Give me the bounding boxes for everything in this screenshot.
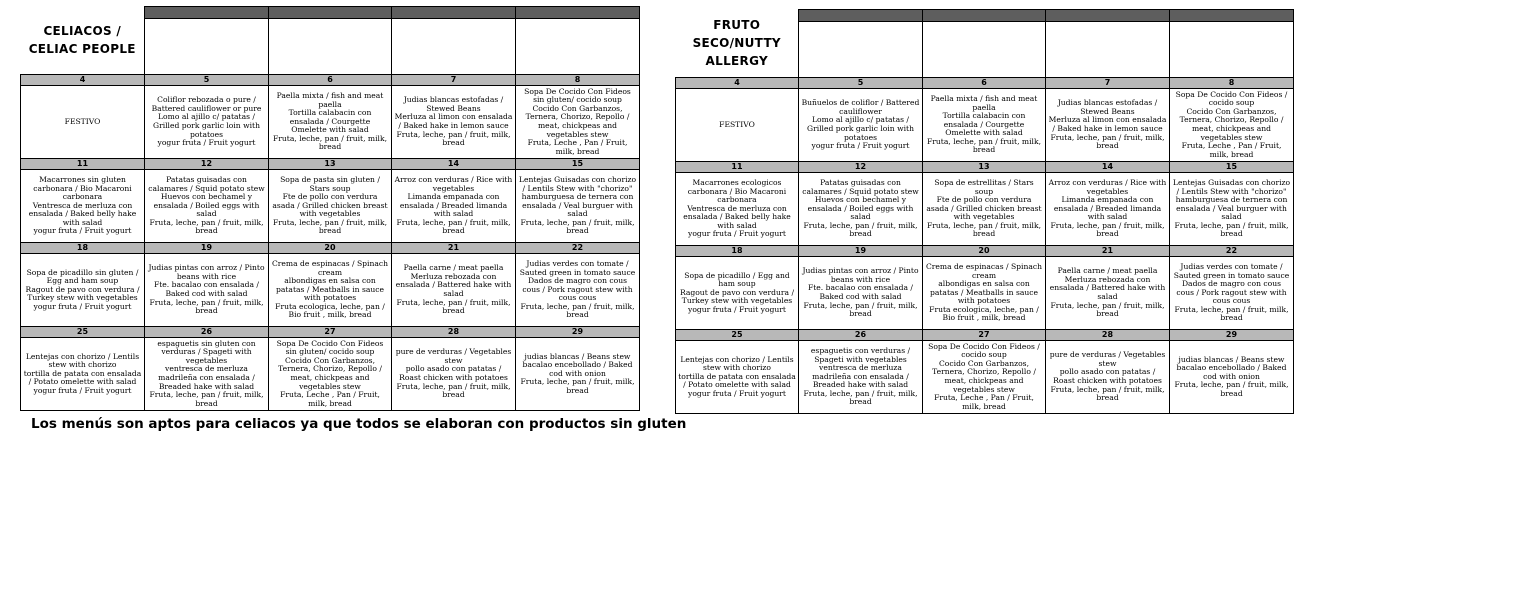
day-number: 6 <box>923 78 1046 89</box>
day-number: 27 <box>269 327 392 338</box>
meal-row <box>21 86 640 159</box>
day-number-row <box>21 327 640 338</box>
meal-row <box>676 173 1294 246</box>
celiac-menu-title: CELIACOS / CELIAC PEOPLE <box>28 24 136 57</box>
meal-cell: Macarrones ecologicos carbonara / Bio Macaroni carbonara Ventresca de merluza con ensalada / Baked belly hake with salad yogur fruta / Fruit yogurt <box>676 173 799 246</box>
day-number: 22 <box>516 243 640 254</box>
blank-cell <box>923 22 1046 78</box>
meal-cell: Lentejas con chorizo / Lentils stew with chorizo tortilla de patata con ensalada / Potato omelette with salad yogur fruta / Fruit yogurt <box>21 338 145 411</box>
meal-cell: Judias verdes con tomate / Sauted green in tomato sauce Dados de magro con cous cous / Pork ragout stew with cous cous Fruta, leche, pan / fruit, milk, bread <box>1170 257 1294 330</box>
day-number-row <box>676 246 1294 257</box>
day-number: 29 <box>1170 330 1294 341</box>
meal-cell: Sopa De Cocido Con Fideos / cocido soup Cocido Con Garbanzos, Ternera, Chorizo, Repollo / meat, chickpeas and vegetables stew Fruta, Leche , Pan / Fruit, milk, bread <box>1170 89 1294 162</box>
day-number: 4 <box>676 78 799 89</box>
meal-cell: Paella mixta / fish and meat paella Tortilla calabacin con ensalada / Courgette Omelette with salad Fruta, leche, pan / fruit, milk, bread <box>923 89 1046 162</box>
meal-cell: Arroz con verduras / Rice with vegetables Limanda empanada con ensalada / Breaded limanda with salad Fruta, leche, pan / fruit, milk, bread <box>392 170 516 243</box>
blank-cell <box>145 19 269 75</box>
gluten-free-footnote: Los menús son aptos para celiacos ya que todos se elaboran con productos sin gluten <box>31 416 687 432</box>
day-number: 27 <box>923 330 1046 341</box>
blank-cell <box>269 19 392 75</box>
meal-cell: Macarrones sin gluten carbonara / Bio Macaroni carbonara Ventresca de merluza con ensalada / Baked belly hake with salad yogur fruta / Fruit yogurt <box>21 170 145 243</box>
day-number: 5 <box>145 75 269 86</box>
meal-cell: Paella carne / meat paella Merluza rebozada con ensalada / Battered hake with salad Fruta, leche, pan / fruit, milk, bread <box>392 254 516 327</box>
day-number: 19 <box>145 243 269 254</box>
meal-cell: espaguetis sin gluten con verduras / Spageti with vegetables ventresca de merluza madrileña con ensalada / Breaded hake with salad Fruta, leche, pan / fruit, milk, bread <box>145 338 269 411</box>
meal-cell: judias blancas / Beans stew bacalao encebollado / Baked cod with onion Fruta, leche, pan / fruit, milk, bread <box>516 338 640 411</box>
day-number-row <box>676 162 1294 173</box>
header-bar <box>1170 10 1294 22</box>
blank-cell <box>1046 22 1170 78</box>
day-number: 13 <box>923 162 1046 173</box>
day-number: 14 <box>1046 162 1170 173</box>
meal-row <box>21 338 640 411</box>
blank-cell <box>392 19 516 75</box>
day-number: 21 <box>1046 246 1170 257</box>
meal-cell: Sopa de picadillo sin gluten / Egg and ham soup Ragout de pavo con verdura / Turkey stew with vegetables yogur fruta / Fruit yogurt <box>21 254 145 327</box>
meal-cell: judias blancas / Beans stew bacalao encebollado / Baked cod with onion Fruta, leche, pan / fruit, milk, bread <box>1170 341 1294 414</box>
day-number: 21 <box>392 243 516 254</box>
meal-cell: Buñuelos de coliflor / Battered cauliflower Lomo al ajillo c/ patatas / Grilled pork garlic loin with potatoes yogur fruta / Fruit yogurt <box>799 89 923 162</box>
day-number-row <box>21 75 640 86</box>
meal-cell: Crema de espinacas / Spinach cream albondigas en salsa con patatas / Meatballs in sauce with potatoes Fruta ecologica, leche, pan / Bio fruit , milk, bread <box>269 254 392 327</box>
day-number: 8 <box>1170 78 1294 89</box>
blank-cell <box>1170 22 1294 78</box>
meal-cell: Sopa De Cocido Con Fideos / cocido soup Cocido Con Garbanzos, Ternera, Chorizo, Repollo / meat, chickpeas and vegetables stew Fruta, Leche , Pan / Fruit, milk, bread <box>923 341 1046 414</box>
day-number: 28 <box>1046 330 1170 341</box>
meal-cell: Lentejas con chorizo / Lentils stew with chorizo tortilla de patata con ensalada / Potato omelette with salad yogur fruta / Fruit yogurt <box>676 341 799 414</box>
meal-cell: Crema de espinacas / Spinach cream albondigas en salsa con patatas / Meatballs in sauce with potatoes Fruta ecologica, leche, pan / Bio fruit , milk, bread <box>923 257 1046 330</box>
day-number: 25 <box>21 327 145 338</box>
meal-cell: pure de verduras / Vegetables stew pollo asado con patatas / Roast chicken with potatoes Fruta, leche, pan / fruit, milk, bread <box>392 338 516 411</box>
meal-cell: Patatas guisadas con calamares / Squid potato stew Huevos con bechamel y ensalada / Boiled eggs with salad Fruta, leche, pan / fruit, milk, bread <box>799 173 923 246</box>
day-number: 6 <box>269 75 392 86</box>
header-bar <box>799 10 923 22</box>
day-number: 26 <box>145 327 269 338</box>
header-bar <box>392 7 516 19</box>
nut-allergy-menu-title: FRUTO SECO/NUTTY ALLERGY <box>692 18 781 69</box>
meal-cell: Judias blancas estofadas / Stewed Beans Merluza al limon con ensalada / Baked hake in lemon sauce Fruta, leche, pan / fruit, milk, bread <box>392 86 516 159</box>
meal-row <box>676 257 1294 330</box>
blank-cell <box>799 22 923 78</box>
day-number: 29 <box>516 327 640 338</box>
header-bar <box>145 7 269 19</box>
day-number-row <box>21 243 640 254</box>
day-number: 15 <box>1170 162 1294 173</box>
header-bar <box>923 10 1046 22</box>
day-number: 20 <box>923 246 1046 257</box>
blank-cell <box>516 19 640 75</box>
meal-cell: Coliflor rebozada o pure / Battered cauliflower or pure Lomo al ajillo c/ patatas / Grilled pork garlic loin with potatoes yogur fruta / Fruit yogurt <box>145 86 269 159</box>
day-number: 11 <box>676 162 799 173</box>
meal-cell: Paella carne / meat paella Merluza rebozada con ensalada / Battered hake with salad Fruta, leche, pan / fruit, milk, bread <box>1046 257 1170 330</box>
day-number: 11 <box>21 159 145 170</box>
day-number: 12 <box>145 159 269 170</box>
day-number: 22 <box>1170 246 1294 257</box>
day-number: 12 <box>799 162 923 173</box>
meal-cell: Patatas guisadas con calamares / Squid potato stew Huevos con bechamel y ensalada / Boiled eggs with salad Fruta, leche, pan / fruit, milk, bread <box>145 170 269 243</box>
day-number: 18 <box>21 243 145 254</box>
meal-cell: FESTIVO <box>21 86 145 159</box>
header-bar <box>1046 10 1170 22</box>
day-number-row <box>21 159 640 170</box>
meal-cell: Arroz con verduras / Rice with vegetables Limanda empanada con ensalada / Breaded limanda with salad Fruta, leche, pan / fruit, milk, bread <box>1046 173 1170 246</box>
meal-cell: Judias blancas estofadas / Stewed Beans Merluza al limon con ensalada / Baked hake in lemon sauce Fruta, leche, pan / fruit, milk, bread <box>1046 89 1170 162</box>
meal-cell: Sopa de estrellitas / Stars soup Fte de pollo con verdura asada / Grilled chicken breast with vegetables Fruta, leche, pan / fruit, milk, bread <box>923 173 1046 246</box>
meal-cell: Sopa De Cocido Con Fideos sin gluten/ cocido soup Cocido Con Garbanzos, Ternera, Chorizo, Repollo / meat, chickpeas and vegetables stew Fruta, Leche , Pan / Fruit, milk, bread <box>269 338 392 411</box>
day-number: 14 <box>392 159 516 170</box>
meal-row <box>676 341 1294 414</box>
meal-cell: pure de verduras / Vegetables stew pollo asado con patatas / Roast chicken with potatoes Fruta, leche, pan / fruit, milk, bread <box>1046 341 1170 414</box>
header-bar <box>516 7 640 19</box>
meal-cell: FESTIVO <box>676 89 799 162</box>
day-number: 15 <box>516 159 640 170</box>
day-number: 28 <box>392 327 516 338</box>
day-number: 20 <box>269 243 392 254</box>
meal-cell: Judias pintas con arroz / Pinto beans with rice Fte. bacalao con ensalada / Baked cod with salad Fruta, leche, pan / fruit, milk, bread <box>799 257 923 330</box>
meal-cell: Lentejas Guisadas con chorizo / Lentils Stew with "chorizo" hamburguesa de ternera con ensalada / Veal burguer with salad Fruta, leche, pan / fruit, milk, bread <box>516 170 640 243</box>
meal-cell: Sopa De Cocido Con Fideos sin gluten/ cocido soup Cocido Con Garbanzos, Ternera, Chorizo, Repollo / meat, chickpeas and vegetables stew Fruta, Leche , Pan / Fruit, milk, bread <box>516 86 640 159</box>
meal-row <box>21 170 640 243</box>
meal-cell: Sopa de picadillo / Egg and ham soup Ragout de pavo con verdura / Turkey stew with vegetables yogur fruta / Fruit yogurt <box>676 257 799 330</box>
day-number: 7 <box>392 75 516 86</box>
nut-allergy-menu-table <box>675 9 1294 414</box>
meal-cell: espaguetis con verduras / Spageti with vegetables ventresca de merluza madrileña con ensalada / Breaded hake with salad Fruta, leche, pan / fruit, milk, bread <box>799 341 923 414</box>
meal-cell: Judias pintas con arroz / Pinto beans with rice Fte. bacalao con ensalada / Baked cod with salad Fruta, leche, pan / fruit, milk, bread <box>145 254 269 327</box>
day-number: 13 <box>269 159 392 170</box>
day-number: 8 <box>516 75 640 86</box>
day-number: 4 <box>21 75 145 86</box>
meal-cell: Judias verdes con tomate / Sauted green in tomato sauce Dados de magro con cous cous / Pork ragout stew with cous cous Fruta, leche, pan / fruit, milk, bread <box>516 254 640 327</box>
day-number: 18 <box>676 246 799 257</box>
celiac-menu-table <box>20 6 640 411</box>
day-number: 19 <box>799 246 923 257</box>
day-number: 7 <box>1046 78 1170 89</box>
day-number-row <box>676 78 1294 89</box>
day-number: 26 <box>799 330 923 341</box>
meal-cell: Lentejas Guisadas con chorizo / Lentils Stew with "chorizo" hamburguesa de ternera con ensalada / Veal burguer with salad Fruta, leche, pan / fruit, milk, bread <box>1170 173 1294 246</box>
day-number: 5 <box>799 78 923 89</box>
meal-row <box>21 254 640 327</box>
day-number-row <box>676 330 1294 341</box>
meal-cell: Sopa de pasta sin gluten / Stars soup Fte de pollo con verdura asada / Grilled chicken breast with vegetables Fruta, leche, pan / fruit, milk, bread <box>269 170 392 243</box>
day-number: 25 <box>676 330 799 341</box>
header-bar <box>269 7 392 19</box>
meal-cell: Paella mixta / fish and meat paella Tortilla calabacin con ensalada / Courgette Omelette with salad Fruta, leche, pan / fruit, milk, bread <box>269 86 392 159</box>
meal-row <box>676 89 1294 162</box>
